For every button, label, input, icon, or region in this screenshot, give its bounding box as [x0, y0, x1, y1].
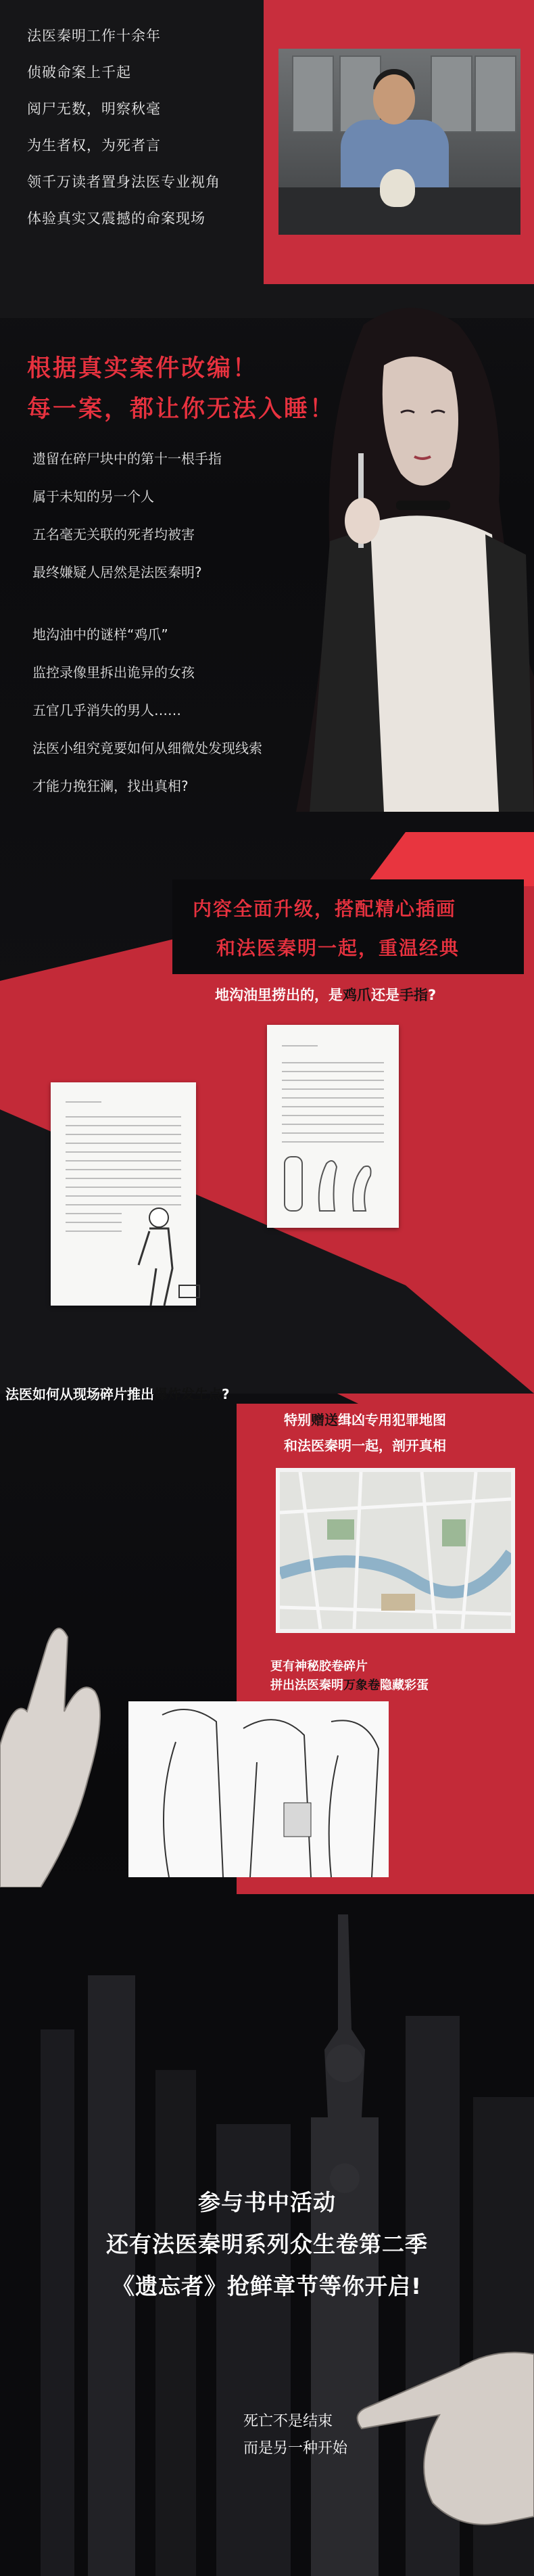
- case-line: 最终嫌疑人居然是法医秦明?: [32, 564, 202, 580]
- red-stripe: [365, 832, 534, 886]
- gift-map-text: 特别: [284, 1412, 311, 1428]
- closing-line2: 而是另一种开始: [243, 2440, 348, 2457]
- book-page-right: [267, 1025, 399, 1228]
- headline-line2: 每一案，都让你无法入睡！: [27, 395, 336, 423]
- question1-text: 还是: [371, 987, 399, 1003]
- film-illustration: [128, 1701, 389, 1877]
- crime-map: [276, 1468, 515, 1633]
- closing-text: [243, 2408, 347, 2462]
- intro-line: 法医秦明工作十余年: [27, 28, 161, 44]
- clue-line: 五官几乎消失的男人……: [32, 702, 181, 718]
- finale-line3: 《遗忘者》抢鲜章节等你开启!: [112, 2273, 422, 2299]
- clue-line: 地沟油中的谜样“鸡爪”: [32, 626, 168, 643]
- question2-emphasis: 爆炸发生点: [154, 1386, 222, 1402]
- gift-film-text: 隐藏彩蛋: [380, 1678, 429, 1693]
- question-explosion-point: [5, 1383, 230, 1403]
- author-photo: [278, 49, 520, 235]
- gift-film-text: 拼出法医秦明: [270, 1678, 343, 1693]
- upgrade-line1: 内容全面升级，搭配精心插画: [193, 898, 457, 920]
- gift-film-text: [270, 1657, 429, 1695]
- clue-line: 监控录像里拆出诡异的女孩: [32, 664, 195, 681]
- gift-crime-map-text: [284, 1407, 446, 1458]
- question1-text: ?: [428, 987, 437, 1003]
- figure-sketch-icon: [125, 1204, 206, 1306]
- clue-line: 法医小组究竟要如何从细微处发现线索: [32, 740, 262, 756]
- question2-text: ?: [222, 1386, 230, 1402]
- question1-emphasis: 鸡爪: [343, 987, 371, 1003]
- question-chicken-claw: [215, 984, 436, 1005]
- headline: [27, 348, 335, 430]
- skull-icon: [380, 169, 415, 207]
- question2-text: 法医如何从现场碎片推出: [5, 1386, 154, 1402]
- gift-map-emphasis: 赠送: [311, 1412, 338, 1428]
- case-text: [32, 440, 222, 591]
- finale-text: [0, 2182, 534, 2307]
- finale-line2: 还有法医秦明系列众生卷第二季: [106, 2231, 428, 2257]
- gift-film-emphasis: 万象卷: [343, 1678, 380, 1693]
- clue-line: 才能力挽狂澜，找出真相?: [32, 778, 189, 794]
- gift-map-text: 缉凶专用犯罪地图: [338, 1412, 446, 1428]
- intro-line: 侦破命案上千起: [27, 64, 131, 80]
- intro-line: 领千万读者置身法医专业视角: [27, 174, 220, 190]
- clue-text: [32, 616, 262, 805]
- claw-sketch-icon: [279, 1150, 387, 1218]
- case-line: 遗留在碎尸块中的第十一根手指: [32, 451, 222, 467]
- intro-line: 阅尸无数，明察秋毫: [27, 101, 161, 117]
- hand-illustration-right: [324, 2327, 534, 2530]
- intro-line: 为生者权，为死者言: [27, 137, 161, 154]
- hand-illustration-left: [0, 1576, 122, 1887]
- gift-film-line1: 更有神秘胶卷碎片: [270, 1659, 368, 1674]
- intro-text: [27, 18, 220, 237]
- case-line: 五名毫无关联的死者均被害: [32, 526, 195, 543]
- intro-line: 体验真实又震撼的命案现场: [27, 210, 205, 227]
- finale-line1: 参与书中活动: [198, 2189, 336, 2215]
- case-line: 属于未知的另一个人: [32, 488, 154, 505]
- upgrade-line2: 和法医秦明一起，重温经典: [216, 937, 460, 959]
- question1-text: 地沟油里捞出的，是: [215, 987, 343, 1003]
- closing-line1: 死亡不是结束: [243, 2413, 333, 2430]
- headline-line1: 根据真实案件改编！: [27, 354, 259, 382]
- gift-map-line2: 和法医秦明一起，剖开真相: [284, 1438, 446, 1454]
- question1-emphasis: 手指: [399, 987, 428, 1003]
